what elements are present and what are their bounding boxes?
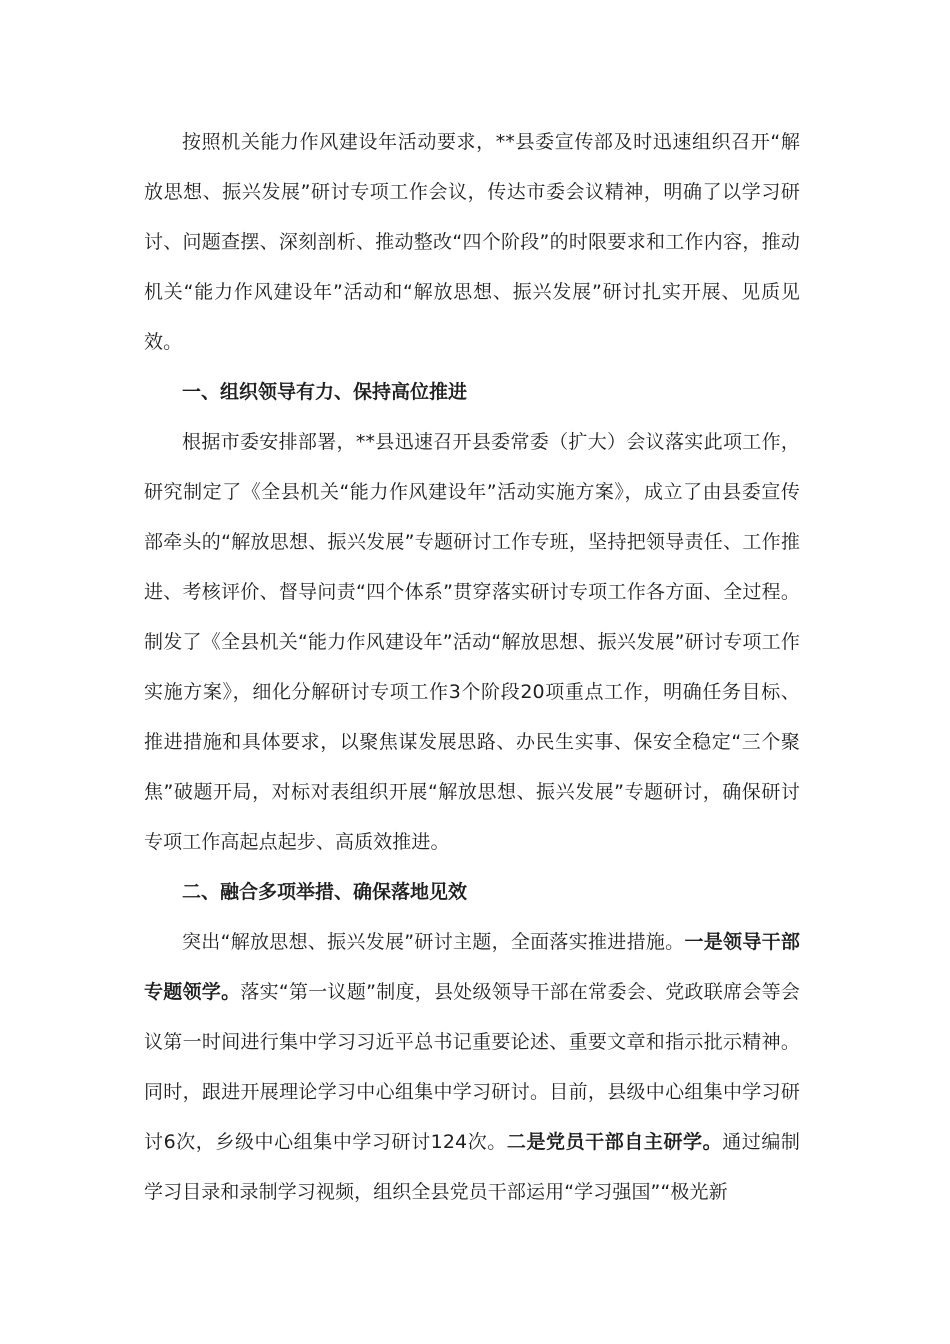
section-2-bold-point-1: 一是领导干部专题领学。	[144, 931, 800, 1003]
section-2-text-1: 突出“解放思想、振兴发展”研讨主题，全面落实推进措施。	[182, 931, 685, 953]
section-heading-2: 二、融合多项举措、确保落地见效	[182, 881, 468, 903]
section-1-paragraph: 根据市委安排部署，**县迅速召开县委常委（扩大）会议落实此项工作，研究制定了《全县机关“能力作风建设年”活动实施方案》，成立了由县委宣传部牵头的“解放思想、振兴发展”专题研讨工作专班，坚持把领导责任、工作推进、考核评价、督导问责“四个体系”贯穿落实研讨专项工作各方面、全过程。制发了《全县机关“能力作风建设年”活动“解放思想、振兴发展”研讨专项工作实施方案》，细化分解研讨专项工作3个阶段20项重点工作，明确任务目标、推进措施和具体要求，以聚焦谋发展思路、办民生实事、保安全稳定“三个聚焦”破题开局，对标对表组织开展“解放思想、振兴发展”专题研讨，确保研讨专项工作高起点起步、高质效推进。	[144, 431, 800, 853]
section-heading-1: 一、组织领导有力、保持高位推进	[182, 381, 468, 403]
section-2-text-3: 通过编制学习目录和录制学习视频，组织全县党员干部运用“学习强国”“极光新	[144, 1131, 801, 1203]
section-2-paragraph	[144, 917, 800, 1217]
intro-paragraph: 按照机关能力作风建设年活动要求，**县委宣传部及时迅速组织召开“解放思想、振兴发展”研讨专项工作会议，传达市委会议精神，明确了以学习研讨、问题查摆、深刻剖析、推动整改“四个阶段”的时限要求和工作内容，推动机关“能力作风建设年”活动和“解放思想、振兴发展”研讨扎实开展、见质见效。	[144, 131, 800, 353]
section-2-bold-point-2: 二是党员干部自主研学。	[506, 1131, 723, 1153]
document-body	[144, 117, 800, 1217]
section-2-text-2: 落实“第一议题”制度，县处级领导干部在常委会、党政联席会等会议第一时间进行集中学习习近平总书记重要论述、重要文章和指示批示精神。同时，跟进开展理论学习中心组集中学习研讨。目前，县级中心组集中学习研讨6次，乡级中心组集中学习研讨124次。	[144, 981, 800, 1153]
